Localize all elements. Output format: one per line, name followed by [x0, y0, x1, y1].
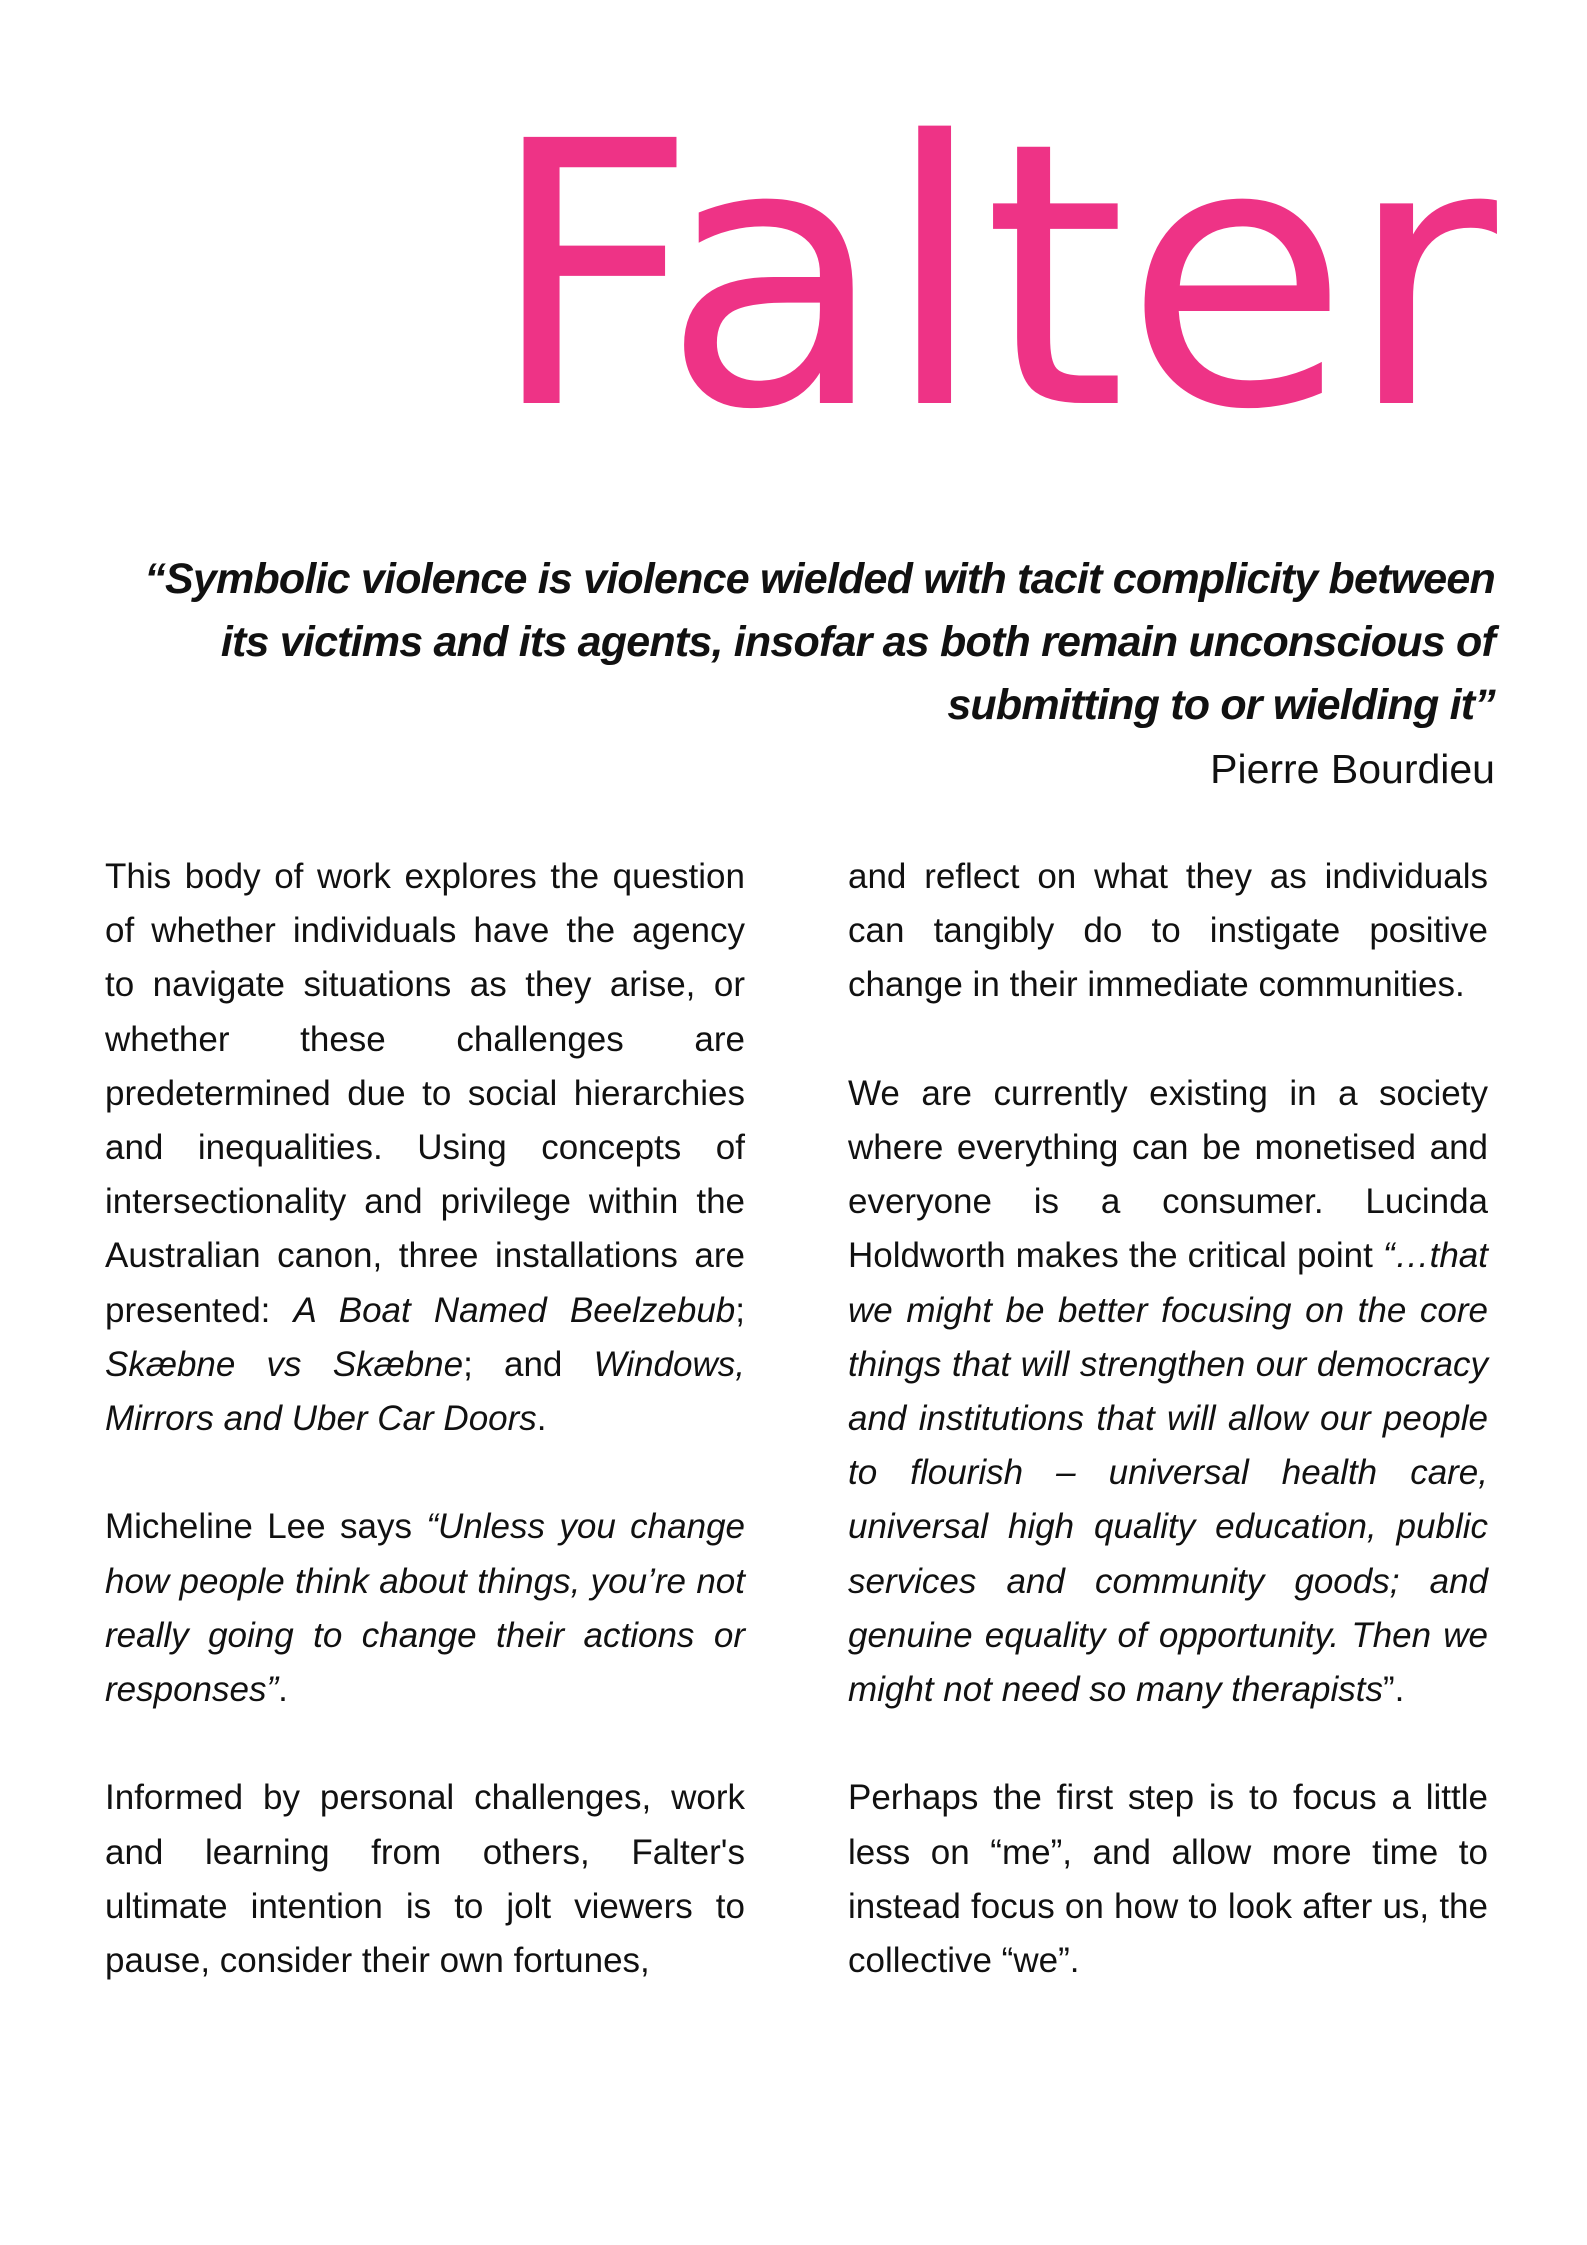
epigraph	[135, 548, 1495, 799]
left-column	[105, 850, 745, 1988]
left-p1-intro: This body of work explores the question of whether individuals have the agency to navigate situations as they arise, or whether these challenges are predetermined due to social hierarchies and inequalities. Using concepts of intersectionality and privilege within the Australian canon, three installations are presented:	[105, 857, 745, 1330]
holdworth-quote: “…that we might be better focusing on the core things that will strengthen our democracy and institutions that will allow our people to flourish – universal health care, universal high quality education, public services and community goods; and genuine equality of opportunity. Then we might not need so many therapists	[848, 1236, 1488, 1710]
work-title-windows: Windows, Mirrors and Uber Car Doors	[105, 1344, 745, 1439]
lee-quote: “Unless you change how people think about things, you’re not really going to change their actions or responses”	[105, 1507, 745, 1710]
right-column	[848, 850, 1488, 1988]
right-paragraph-2	[848, 1067, 1488, 1717]
left-p1-end: .	[536, 1399, 547, 1439]
work-title-boat: A Boat Named Beelzebub	[293, 1290, 736, 1330]
work-title-skaebne: Skæbne vs Skæbne	[105, 1344, 464, 1384]
right-paragraph-1: and reflect on what they as individuals can tangibly do to instigate positive change in their immediate communities.	[848, 857, 1488, 1005]
left-paragraph-3: Informed by personal challenges, work and learning from others, Falter's ultimate intention is to jolt viewers to pause, consider their own fortunes,	[105, 1778, 745, 1981]
page-title: Falter	[487, 65, 1495, 490]
left-paragraph-1	[105, 850, 745, 1446]
left-p1-sep1: ;	[735, 1290, 745, 1330]
left-p2-intro: Micheline Lee says	[105, 1507, 427, 1547]
left-p1-sep2: ; and	[463, 1344, 594, 1384]
epigraph-quote: “Symbolic violence is violence wielded with tacit complicity between its victims and its agents, insofar as both remain unconscious of submitting to or wielding it”	[144, 555, 1495, 729]
right-paragraph-3: Perhaps the first step is to focus a little less on “me”, and allow more time to instead focus on how to look after us, the collective “we”.	[848, 1778, 1488, 1981]
left-p2-end: .	[278, 1670, 288, 1710]
left-paragraph-2	[105, 1500, 745, 1717]
epigraph-author: Pierre Bourdieu	[1210, 746, 1495, 792]
right-p2-intro: We are currently existing in a society where everything can be monetised and everyone is a consumer. Lucinda Holdworth makes the critical point	[848, 1073, 1488, 1276]
right-p2-end: ”.	[1383, 1670, 1405, 1710]
